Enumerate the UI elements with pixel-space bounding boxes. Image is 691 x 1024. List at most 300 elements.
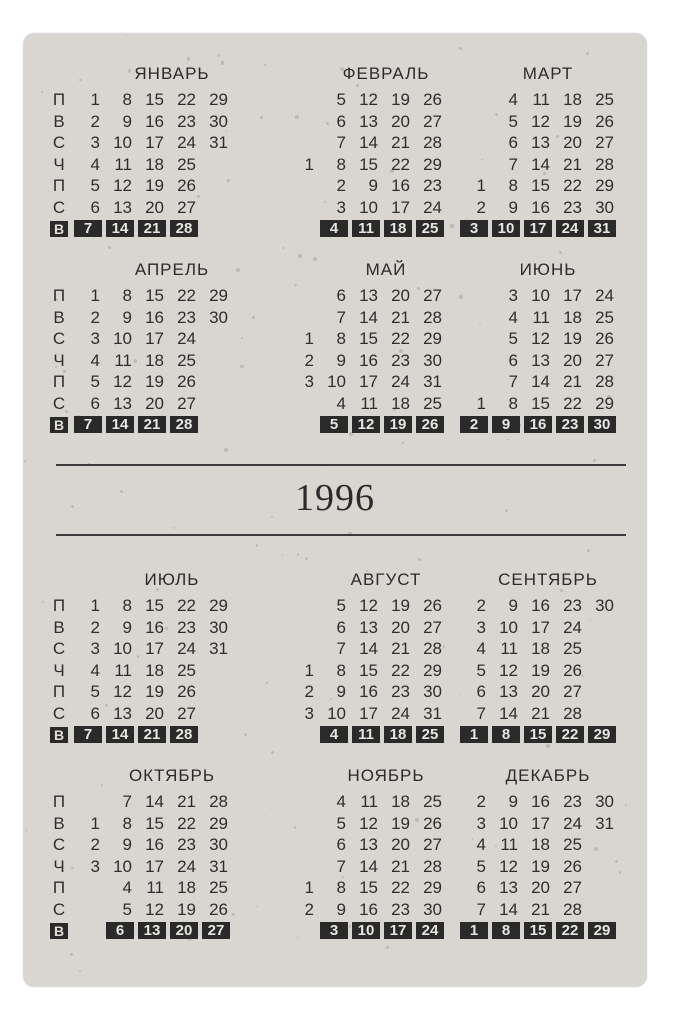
- day-number: 8: [336, 878, 346, 897]
- day-number: 12: [531, 111, 550, 131]
- weekday-row: [458, 639, 646, 659]
- day-number: 7: [122, 792, 132, 811]
- day-number: 26: [595, 329, 614, 348]
- paper-speck: [593, 459, 596, 462]
- day-number: 1: [304, 660, 314, 680]
- day-number: 14: [359, 307, 378, 327]
- month-name: АПРЕЛЬ: [134, 260, 210, 279]
- day-number: 6: [90, 393, 100, 413]
- day-number: 17: [145, 639, 164, 658]
- day-number: 1: [90, 90, 100, 109]
- day-number: 9: [122, 835, 132, 854]
- day-number: 16: [145, 835, 164, 854]
- weekday-label: В: [53, 813, 65, 833]
- paper-speck: [224, 448, 228, 452]
- day-number: 16: [531, 792, 550, 811]
- month-block: [72, 766, 272, 951]
- weekday-label: С: [52, 133, 66, 152]
- day-number: 11: [114, 350, 132, 370]
- weekday-row: [286, 286, 486, 306]
- day-number: 2: [90, 111, 100, 131]
- month-block: [286, 766, 486, 951]
- weekday-row: [458, 112, 646, 132]
- day-number: 23: [423, 176, 442, 195]
- sunday-date: 28: [170, 220, 198, 237]
- day-number: 26: [423, 90, 442, 109]
- day-number: 11: [532, 307, 550, 327]
- day-number: 1: [90, 286, 100, 305]
- sunday-date: 30: [588, 416, 616, 433]
- sunday-date: 3: [320, 922, 348, 939]
- weekday-label: Ч: [53, 154, 65, 174]
- weekday-row: [286, 372, 486, 392]
- day-number: 12: [359, 813, 378, 833]
- day-number: 19: [145, 682, 164, 701]
- day-number: 15: [359, 878, 378, 897]
- day-number: 25: [595, 307, 614, 327]
- day-number: 26: [423, 813, 442, 833]
- sunday-date: 5: [320, 416, 348, 433]
- day-number: 20: [145, 393, 164, 413]
- weekday-row: [72, 792, 272, 812]
- day-number: 29: [423, 329, 442, 348]
- day-number: 2: [304, 350, 314, 370]
- day-number: 23: [177, 111, 196, 131]
- month-name: МАЙ: [365, 260, 407, 279]
- day-number: 20: [563, 350, 582, 370]
- day-number: 18: [145, 154, 164, 174]
- weekday-row: [458, 704, 646, 724]
- day-number: 6: [476, 878, 486, 897]
- weekday-sunday: В: [50, 727, 68, 743]
- weekday-label: П: [52, 90, 66, 109]
- day-number: 19: [177, 899, 196, 919]
- month-block: [286, 570, 486, 755]
- day-number: 24: [563, 617, 582, 637]
- day-number: 28: [563, 899, 582, 919]
- day-number: 18: [145, 350, 164, 370]
- sunday-date: 7: [74, 220, 102, 237]
- sunday-date: 21: [138, 220, 166, 237]
- day-number: 20: [563, 133, 582, 152]
- day-number: 9: [368, 176, 378, 195]
- day-number: 6: [336, 111, 346, 131]
- day-number: 20: [391, 111, 410, 131]
- weekday-label: П: [52, 372, 66, 391]
- sunday-date: 15: [524, 922, 552, 939]
- day-number: 2: [476, 596, 486, 615]
- day-number: 29: [423, 154, 442, 174]
- sunday-date: 10: [492, 220, 520, 237]
- sunday-date: 3: [460, 220, 488, 237]
- day-number: 1: [304, 878, 314, 897]
- day-number: 16: [359, 682, 378, 701]
- day-number: 5: [476, 856, 486, 876]
- sunday-row: [458, 725, 646, 745]
- day-number: 30: [595, 596, 614, 615]
- month-block: [458, 766, 638, 951]
- sunday-date: 7: [74, 726, 102, 743]
- paper-speck: [187, 57, 191, 61]
- sunday-date: 6: [106, 922, 134, 939]
- day-number: 10: [327, 372, 346, 391]
- day-number: 13: [113, 393, 132, 413]
- paper-speck: [24, 460, 26, 462]
- weekday-column: [50, 286, 70, 437]
- day-number: 30: [209, 617, 228, 637]
- month-block: [286, 64, 486, 249]
- day-number: 20: [145, 197, 164, 217]
- weekday-row: [458, 90, 646, 110]
- weekday-row: [286, 198, 486, 218]
- day-number: 7: [476, 899, 486, 919]
- weekday-row: [72, 900, 272, 920]
- day-number: 22: [177, 813, 196, 833]
- day-number: 4: [90, 350, 100, 370]
- weekday-row: [286, 682, 486, 702]
- weekday-row: [286, 814, 486, 834]
- day-number: 11: [532, 90, 550, 109]
- paper-speck: [282, 554, 284, 556]
- day-number: 22: [563, 393, 582, 413]
- sunday-date: 12: [352, 416, 380, 433]
- day-number: 31: [423, 372, 442, 391]
- day-number: 31: [209, 133, 228, 152]
- day-number: 31: [209, 856, 228, 876]
- day-number: 25: [423, 792, 442, 811]
- sunday-date: 14: [106, 726, 134, 743]
- day-number: 27: [423, 286, 442, 305]
- paper-speck: [37, 542, 38, 543]
- day-number: 27: [563, 682, 582, 701]
- sunday-row: [286, 415, 486, 435]
- weekday-label: Ч: [53, 660, 65, 680]
- day-number: 28: [595, 154, 614, 174]
- day-number: 14: [359, 856, 378, 876]
- day-number: 6: [336, 617, 346, 637]
- day-number: 26: [563, 660, 582, 680]
- weekday-row: [72, 90, 272, 110]
- day-number: 25: [177, 154, 196, 174]
- day-number: 16: [531, 197, 550, 217]
- day-number: 21: [391, 307, 410, 327]
- weekday-row: [72, 351, 272, 371]
- day-number: 18: [145, 660, 164, 680]
- weekday-row: [458, 308, 646, 328]
- month-name: СЕНТЯБРЬ: [498, 570, 598, 589]
- day-number: 26: [423, 596, 442, 615]
- first-half-year: [24, 64, 646, 434]
- sunday-date: 18: [384, 726, 412, 743]
- day-number: 5: [336, 813, 346, 833]
- paper-speck: [125, 35, 126, 36]
- sunday-date: 10: [352, 922, 380, 939]
- weekday-row: [458, 176, 646, 196]
- day-number: 27: [423, 617, 442, 637]
- day-number: 11: [360, 792, 378, 811]
- weekday-row: [286, 618, 486, 638]
- day-number: 8: [508, 393, 518, 413]
- weekday-row: [72, 835, 272, 855]
- weekday-label: П: [52, 286, 66, 305]
- day-number: 27: [423, 835, 442, 854]
- weekday-row: [72, 596, 272, 616]
- day-number: 17: [531, 813, 550, 833]
- day-number: 19: [531, 660, 550, 680]
- weekday-label: П: [52, 176, 66, 195]
- weekday-row: [72, 155, 272, 175]
- day-number: 17: [563, 286, 582, 305]
- day-number: 4: [336, 792, 346, 811]
- day-number: 29: [423, 660, 442, 680]
- paper-speck: [459, 47, 462, 50]
- day-number: 15: [145, 286, 164, 305]
- sunday-date: 14: [106, 220, 134, 237]
- sunday-row: [458, 415, 646, 435]
- weekday-row: [286, 155, 486, 175]
- weekday-row: [72, 329, 272, 349]
- paper-speck: [305, 557, 308, 560]
- sunday-date: 13: [138, 922, 166, 939]
- day-number: 20: [391, 286, 410, 305]
- day-number: 27: [595, 133, 614, 152]
- day-number: 27: [177, 703, 196, 723]
- weekday-row: [286, 835, 486, 855]
- sunday-date: 26: [416, 416, 444, 433]
- day-number: 30: [595, 197, 614, 217]
- day-number: 22: [391, 878, 410, 897]
- day-number: 9: [336, 899, 346, 919]
- day-number: 2: [90, 307, 100, 327]
- day-number: 13: [359, 835, 378, 854]
- day-number: 18: [531, 639, 550, 658]
- day-number: 13: [499, 682, 518, 701]
- calendar-card: [24, 34, 646, 986]
- day-number: 17: [391, 197, 410, 217]
- day-number: 29: [209, 90, 228, 109]
- weekday-column: [50, 596, 70, 747]
- weekday-label: Ч: [53, 856, 65, 876]
- day-number: 29: [209, 286, 228, 305]
- day-number: 3: [90, 329, 100, 348]
- day-number: 25: [563, 639, 582, 658]
- day-number: 5: [336, 90, 346, 109]
- weekday-row: [72, 286, 272, 306]
- sunday-date: 7: [74, 416, 102, 433]
- weekday-row: [72, 308, 272, 328]
- day-number: 13: [531, 133, 550, 152]
- day-number: 5: [122, 899, 132, 919]
- sunday-row: [72, 219, 272, 239]
- month-name: ДЕКАБРЬ: [505, 766, 591, 785]
- divider-top: [56, 464, 626, 466]
- sunday-date: 16: [524, 416, 552, 433]
- day-number: 5: [90, 176, 100, 195]
- day-number: 30: [423, 682, 442, 701]
- day-number: 8: [336, 329, 346, 348]
- day-number: 23: [563, 197, 582, 217]
- day-number: 16: [145, 111, 164, 131]
- sunday-date: 1: [460, 726, 488, 743]
- weekday-row: [458, 814, 646, 834]
- sunday-date: 29: [588, 922, 616, 939]
- weekday-label: С: [52, 197, 66, 217]
- day-number: 28: [595, 372, 614, 391]
- day-number: 25: [595, 90, 614, 109]
- day-number: 14: [359, 133, 378, 152]
- weekday-row: [286, 639, 486, 659]
- day-number: 21: [391, 639, 410, 658]
- day-number: 29: [595, 176, 614, 195]
- weekday-row: [286, 878, 486, 898]
- day-number: 11: [114, 154, 132, 174]
- weekday-row: [458, 372, 646, 392]
- weekday-label: П: [52, 878, 66, 897]
- day-number: 19: [145, 176, 164, 195]
- day-number: 12: [113, 372, 132, 391]
- day-number: 26: [563, 856, 582, 876]
- weekday-row: [458, 351, 646, 371]
- day-number: 3: [476, 617, 486, 637]
- day-number: 30: [209, 307, 228, 327]
- day-number: 23: [177, 617, 196, 637]
- day-number: 12: [531, 329, 550, 348]
- day-number: 22: [177, 596, 196, 615]
- day-number: 14: [499, 899, 518, 919]
- weekday-row: [458, 394, 646, 414]
- weekday-label: П: [52, 792, 66, 811]
- day-number: 1: [476, 176, 486, 195]
- second-half-year: [24, 570, 646, 940]
- day-number: 12: [359, 596, 378, 615]
- day-number: 15: [359, 154, 378, 174]
- month-name: ИЮНЬ: [519, 260, 577, 279]
- day-number: 13: [531, 350, 550, 370]
- weekday-label: П: [52, 596, 66, 615]
- day-number: 17: [145, 329, 164, 348]
- weekday-row: [458, 878, 646, 898]
- month-name: ИЮЛЬ: [144, 570, 200, 589]
- weekday-row: [458, 857, 646, 877]
- day-number: 3: [90, 856, 100, 876]
- day-number: 7: [508, 372, 518, 391]
- weekday-row: [286, 704, 486, 724]
- day-number: 31: [595, 813, 614, 833]
- day-number: 26: [177, 372, 196, 391]
- sunday-date: 4: [320, 726, 348, 743]
- paper-speck: [297, 553, 299, 555]
- day-number: 24: [563, 813, 582, 833]
- day-number: 24: [595, 286, 614, 305]
- sunday-date: 27: [202, 922, 230, 939]
- sunday-date: 4: [320, 220, 348, 237]
- day-number: 26: [177, 176, 196, 195]
- day-number: 27: [177, 393, 196, 413]
- day-number: 13: [359, 617, 378, 637]
- weekday-row: [72, 394, 272, 414]
- day-number: 15: [145, 90, 164, 109]
- day-number: 7: [336, 307, 346, 327]
- day-number: 2: [476, 792, 486, 811]
- sunday-date: 29: [588, 726, 616, 743]
- day-number: 4: [476, 639, 486, 658]
- day-number: 19: [391, 596, 410, 615]
- day-number: 6: [90, 197, 100, 217]
- day-number: 26: [595, 111, 614, 131]
- weekday-column: [50, 792, 70, 943]
- month-name: ФЕВРАЛЬ: [342, 64, 430, 83]
- day-number: 23: [391, 899, 410, 919]
- weekday-row: [458, 596, 646, 616]
- day-number: 14: [531, 154, 550, 174]
- day-number: 29: [595, 393, 614, 413]
- day-number: 12: [499, 660, 518, 680]
- sunday-date: 18: [384, 220, 412, 237]
- day-number: 24: [177, 856, 196, 876]
- day-number: 16: [145, 307, 164, 327]
- day-number: 14: [531, 372, 550, 391]
- day-number: 24: [423, 197, 442, 217]
- day-number: 18: [391, 792, 410, 811]
- weekday-row: [286, 308, 486, 328]
- weekday-row: [72, 112, 272, 132]
- day-number: 21: [531, 899, 550, 919]
- weekday-row: [458, 198, 646, 218]
- sunday-date: 8: [492, 922, 520, 939]
- weekday-row: [286, 133, 486, 153]
- weekday-label: С: [52, 393, 66, 413]
- month-name: МАРТ: [522, 64, 574, 83]
- weekday-row: [72, 878, 272, 898]
- day-number: 17: [359, 703, 378, 723]
- day-number: 30: [423, 899, 442, 919]
- month-block: [72, 64, 272, 249]
- paper-speck: [489, 461, 490, 462]
- day-number: 11: [360, 393, 378, 413]
- sunday-date: 21: [138, 726, 166, 743]
- month-name: ОКТЯБРЬ: [128, 766, 216, 785]
- day-number: 19: [145, 372, 164, 391]
- day-number: 11: [146, 878, 164, 897]
- day-number: 6: [476, 682, 486, 701]
- day-number: 13: [359, 286, 378, 305]
- day-number: 30: [423, 350, 442, 370]
- day-number: 8: [508, 176, 518, 195]
- weekday-row: [458, 133, 646, 153]
- day-number: 26: [209, 899, 228, 919]
- weekday-sunday: В: [50, 417, 68, 433]
- weekday-row: [286, 596, 486, 616]
- day-number: 3: [304, 703, 314, 723]
- day-number: 4: [508, 307, 518, 327]
- day-number: 2: [90, 835, 100, 854]
- day-number: 23: [563, 596, 582, 615]
- weekday-row: [286, 857, 486, 877]
- weekday-row: [286, 792, 486, 812]
- day-number: 15: [531, 393, 550, 413]
- weekday-row: [72, 639, 272, 659]
- day-number: 17: [359, 372, 378, 391]
- weekday-row: [72, 661, 272, 681]
- day-number: 28: [423, 856, 442, 876]
- day-number: 28: [209, 792, 228, 811]
- sunday-date: 21: [138, 416, 166, 433]
- sunday-date: 17: [524, 220, 552, 237]
- weekday-row: [72, 704, 272, 724]
- day-number: 28: [423, 307, 442, 327]
- day-number: 24: [391, 372, 410, 391]
- weekday-row: [72, 618, 272, 638]
